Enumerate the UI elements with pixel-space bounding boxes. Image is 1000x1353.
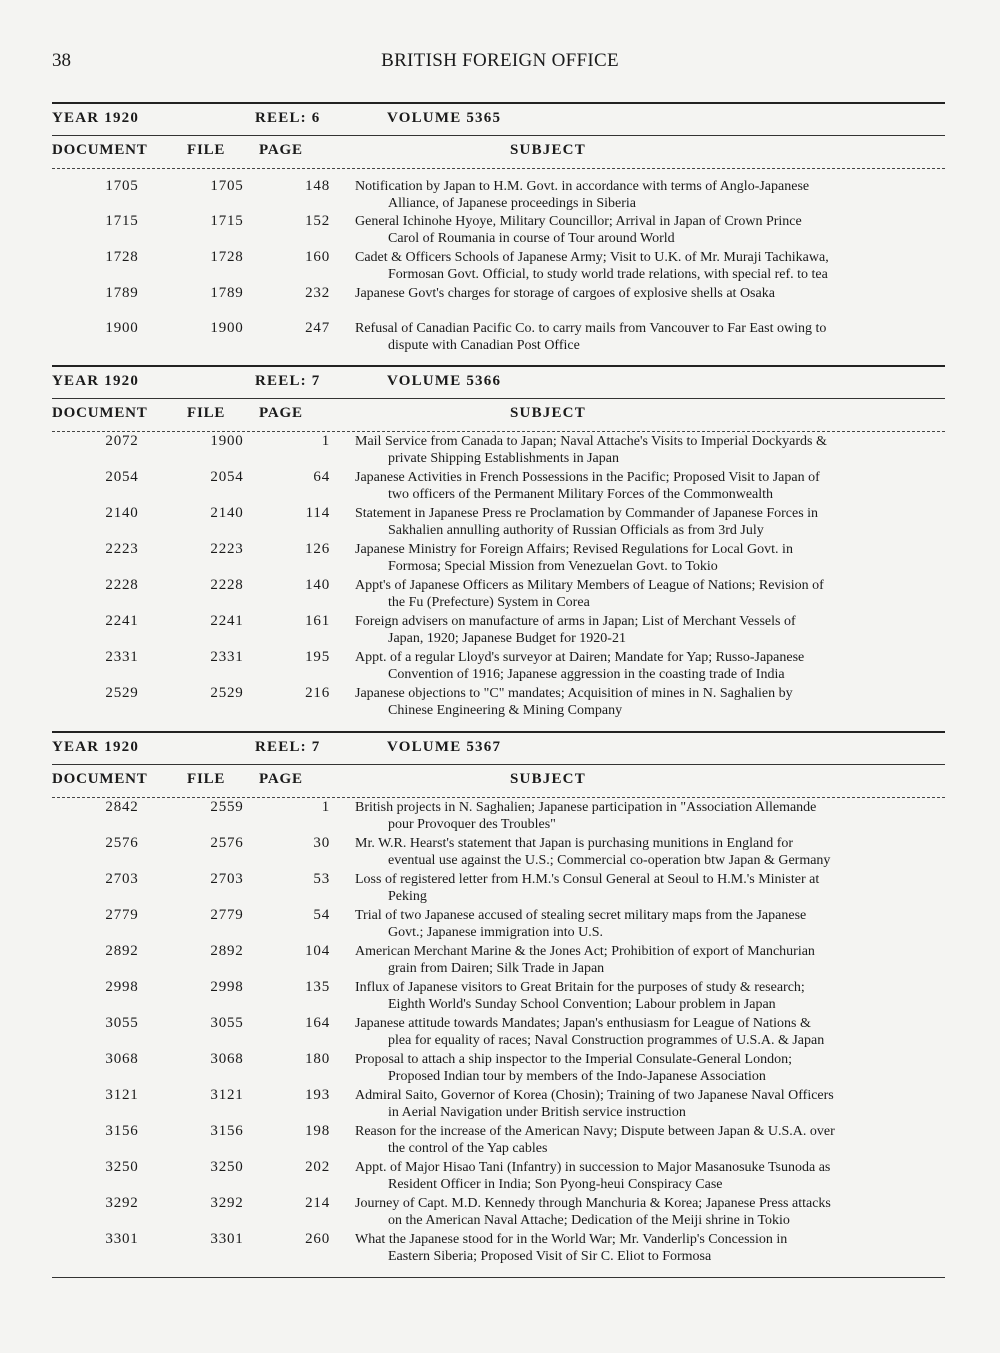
subject-line: Japan, 1920; Japanese Budget for 1920-21 [388,631,626,646]
subject-text [355,541,945,575]
subject-text [355,649,945,683]
file-number: 3301 [210,1231,244,1247]
subject-line: Alliance, of Japanese proceedings in Siberia [388,196,637,211]
page-number-cell: 140 [305,577,330,593]
page-number-cell: 247 [305,320,330,336]
subject-line: Mr. W.R. Hearst's statement that Japan is purchasing munitions in England for [355,836,794,851]
subject-line: Peking [388,889,427,904]
file-number: 2054 [210,469,244,485]
subject-line: Appt. of a regular Lloyd's surveyor at Dairen; Mandate for Yap; Russo-Japanese [355,650,805,665]
subject-line: Japanese Govt's charges for storage of cargoes of explosive shells at Osaka [355,286,775,301]
header-rule [52,398,945,399]
column-header-rule [52,168,945,169]
subject-line: What the Japanese stood for in the World War; Mr. Vanderlip's Concession in [355,1232,788,1247]
reel-label: REEL: 7 [255,739,321,755]
header-rule [52,764,945,765]
file-number: 2779 [210,907,244,923]
file-number: 3055 [210,1015,244,1031]
subject-text [355,213,945,247]
subject-line: Resident Officer in India; Son Pyong-heui Conspiracy Case [388,1177,723,1192]
file-number: 1900 [210,433,244,449]
column-header-subject: SUBJECT [510,771,586,787]
subject-line: Eastern Siberia; Proposed Visit of Sir C. Eliot to Formosa [388,1249,712,1264]
page-number-cell: 135 [305,979,330,995]
page-number-cell: 53 [313,871,330,887]
column-header-page: PAGE [259,771,303,787]
subject-line: Proposal to attach a ship inspector to the Imperial Consulate-General London; [355,1052,792,1067]
subject-line: the Fu (Prefecture) System in Corea [388,595,590,610]
subject-line: Carol of Roumania in course of Tour around World [388,231,675,246]
page-number-cell: 260 [305,1231,330,1247]
page-number-cell: 193 [305,1087,330,1103]
subject-line: Influx of Japanese visitors to Great Britain for the purposes of study & research; [355,980,805,995]
file-number: 1715 [210,213,244,229]
subject-line: Convention of 1916; Japanese aggression in the coasting trade of India [388,667,785,682]
subject-line: American Merchant Marine & the Jones Act; Prohibition of export of Manchurian [355,944,815,959]
page-number-cell: 114 [305,505,330,521]
volume-label: VOLUME 5365 [387,110,502,126]
page-number: 38 [52,50,71,71]
subject-line: Cadet & Officers Schools of Japanese Army; Visit to U.K. of Mr. Muraji Tachikawa, [355,250,829,265]
section-top-rule [52,365,945,367]
column-header-rule [52,431,945,432]
file-number: 1900 [210,320,244,336]
column-header-file: FILE [187,142,226,158]
file-number: 1728 [210,249,244,265]
subject-line: Appt's of Japanese Officers as Military Members of League of Nations; Revision of [355,578,824,593]
header-rule [52,135,945,136]
subject-line: Trial of two Japanese accused of stealing secret military maps from the Japanese [355,908,807,923]
subject-line: Reason for the increase of the American Navy; Dispute between Japan & U.S.A. over [355,1124,835,1139]
document-number: 1705 [105,178,139,194]
subject-line: on the American Naval Attache; Dedication of the Meiji shrine in Tokio [388,1213,790,1228]
document-number: 2998 [105,979,139,995]
column-header-file: FILE [187,405,226,421]
running-title: BRITISH FOREIGN OFFICE [381,50,619,71]
reel-label: REEL: 6 [255,110,321,126]
subject-line: the control of the Yap cables [388,1141,548,1156]
document-number: 3068 [105,1051,139,1067]
document-number: 1789 [105,285,139,301]
subject-line: Statement in Japanese Press re Proclamation by Commander of Japanese Forces in [355,506,819,521]
file-number: 1705 [210,178,244,194]
subject-line: Appt. of Major Hisao Tani (Infantry) in succession to Major Masanosuke Tsunoda as [355,1160,831,1175]
page-number-cell: 1 [321,799,330,815]
subject-line: Japanese attitude towards Mandates; Japan's enthusiasm for League of Nations & [355,1016,811,1031]
subject-line: two officers of the Permanent Military Forces of the Commonwealth [388,487,774,502]
subject-text [355,433,945,467]
year-label: YEAR 1920 [52,739,140,755]
document-number: 3121 [105,1087,139,1103]
subject-line: Mail Service from Canada to Japan; Naval Attache's Visits to Imperial Dockyards & [355,434,827,449]
document-number: 2703 [105,871,139,887]
subject-text [355,979,945,1013]
volume-label: VOLUME 5366 [387,373,502,389]
page-number-cell: 180 [305,1051,330,1067]
page-number-cell: 195 [305,649,330,665]
subject-line: eventual use against the U.S.; Commercial co-operation btw Japan & Germany [388,853,831,868]
subject-text [355,613,945,647]
file-number: 2223 [210,541,244,557]
subject-line: Admiral Saito, Governor of Korea (Chosin); Training of two Japanese Naval Officers [355,1088,834,1103]
document-number: 2779 [105,907,139,923]
file-number: 2331 [210,649,244,665]
file-number: 2703 [210,871,244,887]
subject-text [355,799,945,833]
page-number-cell: 64 [313,469,330,485]
subject-line: General Ichinohe Hyoye, Military Councillor; Arrival in Japan of Crown Prince [355,214,802,229]
subject-text [355,1159,945,1193]
subject-line: grain from Dairen; Silk Trade in Japan [388,961,605,976]
subject-line: dispute with Canadian Post Office [388,338,580,353]
page-number-cell: 30 [313,835,330,851]
document-number: 2072 [105,433,139,449]
subject-line: in Aerial Navigation under British service instruction [388,1105,686,1120]
file-number: 3156 [210,1123,244,1139]
page-number-cell: 232 [305,285,330,301]
subject-line: Eighth World's Sunday School Convention; Labour problem in Japan [388,997,776,1012]
page-number-cell: 160 [305,249,330,265]
document-number: 1900 [105,320,139,336]
subject-text [355,1087,945,1121]
file-number: 1789 [210,285,244,301]
subject-line: Chinese Engineering & Mining Company [388,703,623,718]
subject-text [355,871,945,905]
column-header-file: FILE [187,771,226,787]
column-header-document: DOCUMENT [52,405,148,421]
subject-text [355,285,945,302]
subject-line: Formosan Govt. Official, to study world trade relations, with special ref. to tea [388,267,828,282]
page-number-cell: 202 [305,1159,330,1175]
subject-text [355,505,945,539]
page-number-cell: 161 [305,613,330,629]
subject-line: Refusal of Canadian Pacific Co. to carry mails from Vancouver to Far East owing to [355,321,827,336]
subject-line: pour Provoquer des Troubles" [388,817,556,832]
subject-line: Japanese Activities in French Possessions in the Pacific; Proposed Visit to Japan of [355,470,820,485]
document-number: 2223 [105,541,139,557]
document-number: 3055 [105,1015,139,1031]
column-header-page: PAGE [259,405,303,421]
column-header-rule [52,797,945,798]
file-number: 3292 [210,1195,244,1211]
file-number: 3250 [210,1159,244,1175]
document-number: 3301 [105,1231,139,1247]
subject-text [355,835,945,869]
page-number-cell: 104 [305,943,330,959]
document-number: 3156 [105,1123,139,1139]
subject-line: Japanese Ministry for Foreign Affairs; Revised Regulations for Local Govt. in [355,542,793,557]
page-number-cell: 216 [305,685,330,701]
file-number: 2892 [210,943,244,959]
subject-text [355,1123,945,1157]
file-number: 2559 [210,799,244,815]
document-number: 2331 [105,649,139,665]
subject-line: Sakhalien annulling authority of Russian Officials as from 3rd July [388,523,764,538]
document-number: 2241 [105,613,139,629]
document-number: 1715 [105,213,139,229]
subject-text [355,943,945,977]
subject-line: Japanese objections to "C" mandates; Acquisition of mines in N. Saghalien by [355,686,793,701]
subject-text [355,685,945,719]
document-number: 2054 [105,469,139,485]
subject-text [355,577,945,611]
page-number-cell: 126 [305,541,330,557]
document-number: 3292 [105,1195,139,1211]
file-number: 2241 [210,613,244,629]
page-number-cell: 1 [321,433,330,449]
year-label: YEAR 1920 [52,110,140,126]
subject-text [355,178,945,212]
subject-line: private Shipping Establishments in Japan [388,451,619,466]
subject-text [355,469,945,503]
file-number: 2529 [210,685,244,701]
page-number-cell: 152 [305,213,330,229]
file-number: 3121 [210,1087,244,1103]
document-number: 2529 [105,685,139,701]
subject-text [355,1195,945,1229]
subject-text [355,1231,945,1265]
section-top-rule [52,731,945,733]
subject-line: Govt.; Japanese immigration into U.S. [388,925,604,940]
file-number: 3068 [210,1051,244,1067]
column-header-subject: SUBJECT [510,405,586,421]
column-header-page: PAGE [259,142,303,158]
document-number: 2140 [105,505,139,521]
column-header-document: DOCUMENT [52,142,148,158]
file-number: 2998 [210,979,244,995]
subject-line: Foreign advisers on manufacture of arms in Japan; List of Merchant Vessels of [355,614,796,629]
document-number: 2892 [105,943,139,959]
document-number: 2228 [105,577,139,593]
page-number-cell: 164 [305,1015,330,1031]
running-head [52,50,948,74]
document-number: 1728 [105,249,139,265]
bottom-rule [52,1277,945,1278]
year-label: YEAR 1920 [52,373,140,389]
subject-line: Loss of registered letter from H.M.'s Consul General at Seoul to H.M.'s Minister at [355,872,820,887]
subject-line: Notification by Japan to H.M. Govt. in accordance with terms of Anglo-Japanese [355,179,810,194]
subject-text [355,1051,945,1085]
subject-line: Proposed Indian tour by members of the Indo-Japanese Association [388,1069,766,1084]
page-number-cell: 148 [305,178,330,194]
volume-label: VOLUME 5367 [387,739,502,755]
page-number-cell: 198 [305,1123,330,1139]
subject-line: Formosa; Special Mission from Venezuelan Govt. to Tokio [388,559,718,574]
subject-text [355,1015,945,1049]
section-top-rule [52,102,945,104]
document-number: 2842 [105,799,139,815]
file-number: 2140 [210,505,244,521]
page-number-cell: 214 [305,1195,330,1211]
file-number: 2228 [210,577,244,593]
subject-text [355,320,945,354]
subject-line: Journey of Capt. M.D. Kennedy through Manchuria & Korea; Japanese Press attacks [355,1196,831,1211]
page-number-cell: 54 [313,907,330,923]
subject-text [355,907,945,941]
subject-line: British projects in N. Saghalien; Japanese participation in "Association Allemande [355,800,817,815]
subject-line: plea for equality of races; Naval Construction programmes of U.S.A. & Japan [388,1033,825,1048]
document-number: 3250 [105,1159,139,1175]
subject-text [355,249,945,283]
reel-label: REEL: 7 [255,373,321,389]
file-number: 2576 [210,835,244,851]
column-header-document: DOCUMENT [52,771,148,787]
column-header-subject: SUBJECT [510,142,586,158]
document-number: 2576 [105,835,139,851]
